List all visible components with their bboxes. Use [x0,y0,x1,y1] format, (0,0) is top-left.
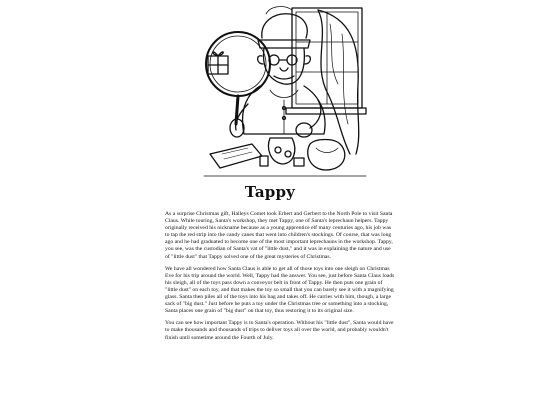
magnifying-glass-drawing [206,32,270,124]
story-text [165,211,395,347]
elf-illustration [200,4,370,182]
paragraph: You can see how important Tappy is to Santa's operation. Without his "little dust", Santa would have to make thousands and thousands of trips to deliver toys all over the world, and probably wouldn't finish until sometime around the Fourth of July. [165,320,394,341]
workbench-drawing [204,138,366,176]
paragraph: As a surprise Christmas gift, Halleys Comet took Erbert and Gerbert to the North Pole to visit Santa Claus. While touring, Santa's workshop, they met Tappy, one of Santa's leprechaun helpers. Tappy originally received his nickname because as a young apprentice elf many centuries ago, his job was to tap the red strip into the candy canes that went into children's stockings. Of course, that was long ago and he had graduated to become one of the most important leprechauns in the workshop. Tappy, you see, was the custodian of Santa's vat of "little dust," and it was in explaining the nature and use of "little dust" that Tappy solved one of the great mysteries of Christmas. [165,211,393,260]
story-title: Tappy [244,183,296,201]
paragraph: We have all wondered how Santa Claus is able to get all of those toys into one sleigh on Christmas Eve for his trip around the world. Well, Tappy had the answer. You see, just before Santa Claus loads his sleigh, all of the toys pass down a conveyor belt in front of Tappy. He then puts one grain of "little dust" on each toy, and that makes the toy so small that you can barely see it with a magnifying glass. Santa then piles all of the toys into his bag and takes off. He carries with him, though, a large sack of "big dust." Just before he puts a toy under the Christmas tree or something into a stocking, Santa places one grain of "big dust" on that toy, thus restoring it to its original size. [165,265,395,315]
window-drawing [286,8,366,154]
